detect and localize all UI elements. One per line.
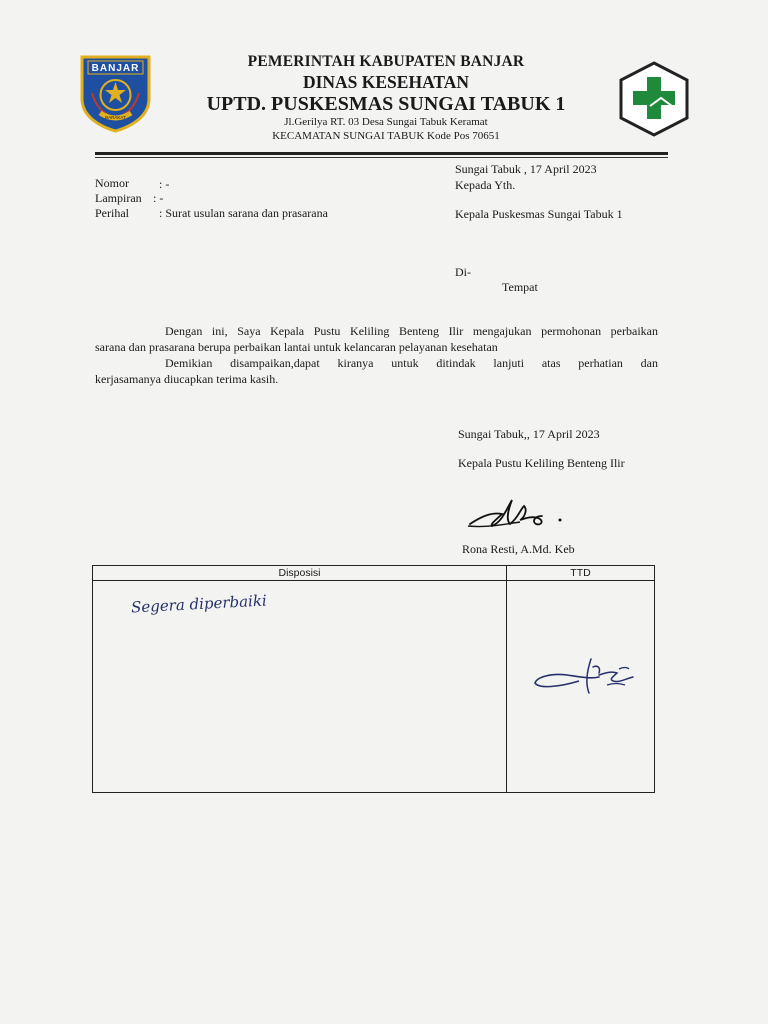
body-paragraph-1 — [95, 323, 658, 387]
closing-title: Kepala Pustu Keliling Benteng Ilir — [458, 456, 625, 470]
header-institution: UPTD. PUSKESMAS SUNGAI TABUK 1 — [206, 93, 566, 115]
lampiran-label: Lampiran — [95, 191, 142, 205]
body-p1-line2: sarana dan prasarana berupa perbaikan lantai untuk kelancaran pelayanan kesehatan — [95, 340, 498, 354]
banjar-emblem-ribbon: BARAKAT — [105, 115, 126, 120]
handwritten-note: Segera diperbaiki — [130, 591, 268, 617]
letterhead-rule-thick — [95, 152, 668, 155]
signature-image — [462, 488, 572, 536]
disposisi-header: Disposisi — [93, 566, 507, 581]
banjar-regency-emblem — [78, 53, 153, 133]
nomor-value: : - — [159, 177, 170, 191]
disposition-signature-image — [529, 653, 649, 703]
recipient: Kepala Puskesmas Sungai Tabuk 1 — [455, 207, 623, 221]
letterhead-rule-thin — [95, 157, 668, 158]
tempat-label: Tempat — [502, 280, 538, 294]
body-p1-line1: Dengan ini, Saya Kepala Pustu Keliling Benteng Ilir mengajukan permohonan perbaikan — [165, 324, 658, 338]
body-p2-line2: kerjasamanya diucapkan terima kasih. — [95, 372, 279, 386]
nomor-label: Nomor — [95, 176, 129, 190]
ttd-cell — [507, 581, 655, 793]
header-address-line1: Jl.Gerilya RT. 03 Desa Sungai Tabuk Keramat — [284, 116, 488, 128]
signer-name: Rona Resti, A.Md. Keb — [462, 542, 575, 556]
closing-date: Sungai Tabuk,, 17 April 2023 — [458, 427, 600, 441]
header-department: DINAS KESEHATAN — [302, 72, 470, 92]
header-government: PEMERINTAH KABUPATEN BANJAR — [247, 53, 525, 70]
puskesmas-logo-icon — [617, 60, 691, 138]
di-label: Di- — [455, 265, 471, 279]
perihal-value: : Surat usulan sarana dan prasarana — [159, 206, 328, 220]
body-p2-line1: Demikian disampaikan,dapat kiranya untuk ditindak lanjuti atas perhatian dan — [165, 356, 658, 370]
banjar-emblem-text: BANJAR — [91, 63, 140, 74]
disposition-table — [92, 565, 655, 793]
header-address-line2: KECAMATAN SUNGAI TABUK Kode Pos 70651 — [272, 130, 500, 142]
perihal-label: Perihal — [95, 206, 129, 220]
letter-date: Sungai Tabuk , 17 April 2023 — [455, 162, 597, 176]
lampiran-value: : - — [153, 191, 164, 205]
ttd-header: TTD — [507, 566, 655, 581]
disposisi-cell — [93, 581, 507, 793]
kepada-yth: Kepada Yth. — [455, 178, 516, 192]
